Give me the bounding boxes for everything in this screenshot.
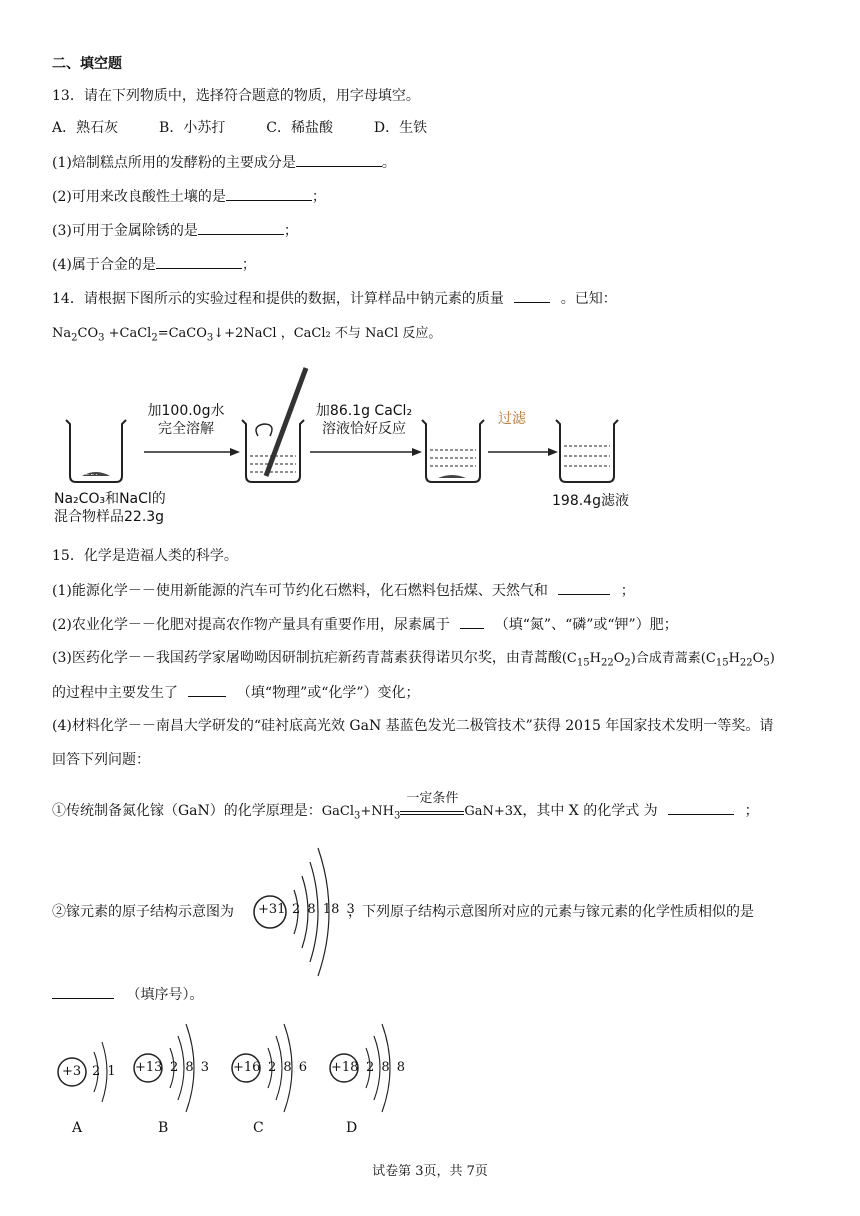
atom-b-shells: 2 8 3 [170,1060,210,1075]
beaker-2-icon [242,368,306,482]
c1-condition: 一定条件 [406,791,459,806]
answer-blank[interactable] [52,984,114,999]
answer-blank[interactable] [668,800,734,815]
q15-p3-line1 [52,648,775,674]
answer-blank[interactable] [156,254,242,269]
answer-blank[interactable] [558,580,610,595]
step1-line2: 完全溶解 [158,421,214,437]
q13-item-2 [52,186,326,207]
step2-line2: 溶液恰好反应 [322,421,406,437]
formula-qinghaosuan: $(C_{15}H_{22}O_2)$合成青蒿素$(C_{15}H_{22}O_5)$ [561,651,775,669]
c1-products: GaN+3X [464,804,523,819]
beaker-3-icon [422,420,484,482]
step3-label: 过滤 [498,411,526,427]
q14-reaction: $Na_2CO_3$ +CaCl$_2$=CaCO$_3$↓+2NaCl [52,326,277,344]
q13-item-1 [52,152,396,173]
q15-stem: 15．化学是造福人类的科学。 [52,548,238,564]
mixture-label-line2: 混合物样品22.3g [54,509,165,525]
q13-item-1-end: 。 [381,155,396,171]
q15-p1-end: ； [620,583,635,599]
section-title: 二、填空题 [52,56,122,72]
atom-c-label[interactable]: C [253,1120,264,1136]
atom-d-shells: 2 8 8 [366,1060,406,1075]
q13-item-2-text: (2)可用来改良酸性土壤的是 [52,189,226,205]
q15-c2 [52,902,234,922]
atom-b-label[interactable]: B [158,1120,169,1136]
q14-stem-end: 。已知： [560,291,617,307]
q15-p3-end: （填“物理”或“化学”）变化； [236,685,420,701]
q14-stem [52,288,617,309]
q15-p3-line2 [52,682,420,703]
q15-p4-line1: (4)材料化学－－南昌大学研发的“硅衬底高光效 GaN 基蓝色发光二极管技术”获得 2015 年国家技术发明一等奖。请 [52,718,774,734]
q13-option-a: A．熟石灰 [52,120,119,136]
q13-option-c: C．稀盐酸 [266,120,333,136]
q15-c1-end: ； [744,803,759,819]
mixture-label [54,490,166,526]
q13-item-3-end: ； [283,223,298,239]
step1-label [146,402,226,438]
atom-b-nucleus: +13 [135,1060,163,1075]
q13-option-d: D．生铁 [373,120,428,136]
q15-p3-text: (3)医药化学－－我国药学家屠呦呦因研制抗疟新药青蒿素获得诺贝尔奖，由青蒿酸 [52,650,562,666]
atom-a-label[interactable]: A [72,1120,83,1136]
step1-line1: 加100.0g水 [147,403,225,419]
q15-p1 [52,580,635,601]
q13-item-3-text: (3)可用于金属除锈的是 [52,223,198,239]
ga-nucleus: +31 [258,902,286,917]
answer-blank[interactable] [514,288,550,303]
c1-condition-arrow [400,791,464,815]
q15-p3-text2: 的过程中主要发生了 [52,685,178,701]
q13-item-1-text: (1)焙制糕点所用的发酵粉的主要成分是 [52,155,296,171]
q15-p2 [52,614,678,635]
atom-d-nucleus: +18 [331,1060,359,1075]
q13-item-4-end: ； [241,257,256,273]
q13-option-b: B．小苏打 [159,120,226,136]
atom-a-shells: 2 1 [92,1064,116,1079]
svg-text:∴∴∴: ∴∴∴ [82,469,98,478]
q15-p4-line2: 回答下列问题： [52,752,150,768]
q15-c1-suffix: ，其中 X 的化学式 为 [522,803,658,819]
q13-item-2-end: ； [311,189,326,205]
q15-c2-text: ②镓元素的原子结构示意图为 [52,904,234,920]
q14-eq-note: ，CaCl₂ 不与 NaCl 反应。 [280,326,442,341]
q13-options [52,118,427,138]
q13-item-4 [52,254,256,275]
q13-stem: 13．请在下列物质中，选择符合题意的物质，用字母填空。 [52,88,420,104]
ga-shells: 2 8 18 3 [292,902,355,917]
answer-blank[interactable] [460,614,484,629]
atom-d-label[interactable]: D [346,1120,358,1136]
mixture-label-line1: Na₂CO₃和NaCl的 [54,491,166,507]
atom-c-shells: 2 8 6 [268,1060,308,1075]
answer-blank[interactable] [296,152,382,167]
q13-item-4-text: (4)属于合金的是 [52,257,156,273]
atom-c-nucleus: +16 [233,1060,261,1075]
q13-item-3 [52,220,298,241]
q14-equation [52,324,441,349]
page-footer: 试卷第 3页，共 7页 [372,1164,488,1179]
q15-c2-tail [52,984,203,1005]
q15-p2-text: (2)农业化学－－化肥对提高农作物产量具有重要作用，尿素属于 [52,617,450,633]
beaker-4-icon [556,420,618,482]
answer-blank[interactable] [198,220,284,235]
q15-c2-suffix: ，下列原子结构示意图所对应的元素与镓元素的化学性质相似的是 [348,904,754,920]
q14-stem-text: 14．请根据下图所示的实验过程和提供的数据，计算样品中钠元素的质量 [52,291,504,307]
answer-blank[interactable] [226,186,312,201]
step2-line1: 加86.1g CaCl₂ [315,403,413,419]
q15-c1-text: ①传统制备氮化镓（GaN）的化学原理是： [52,803,322,819]
q15-p1-text: (1)能源化学－－使用新能源的汽车可节约化石燃料，化石燃料包括煤、天然气和 [52,583,548,599]
q15-c1 [52,791,759,827]
q15-p2-end: （填“氮”、“磷”或“钾”）肥； [494,617,678,633]
q15-c2-tail-text: （填序号）。 [126,987,204,1003]
atom-a-nucleus: +3 [62,1064,82,1079]
step2-label [312,402,416,438]
filtrate-label: 198.4g滤液 [552,493,629,509]
answer-blank[interactable] [188,682,226,697]
beaker-1-icon [66,420,126,482]
c1-reactants: $GaCl_3+NH_3$ [321,804,401,822]
